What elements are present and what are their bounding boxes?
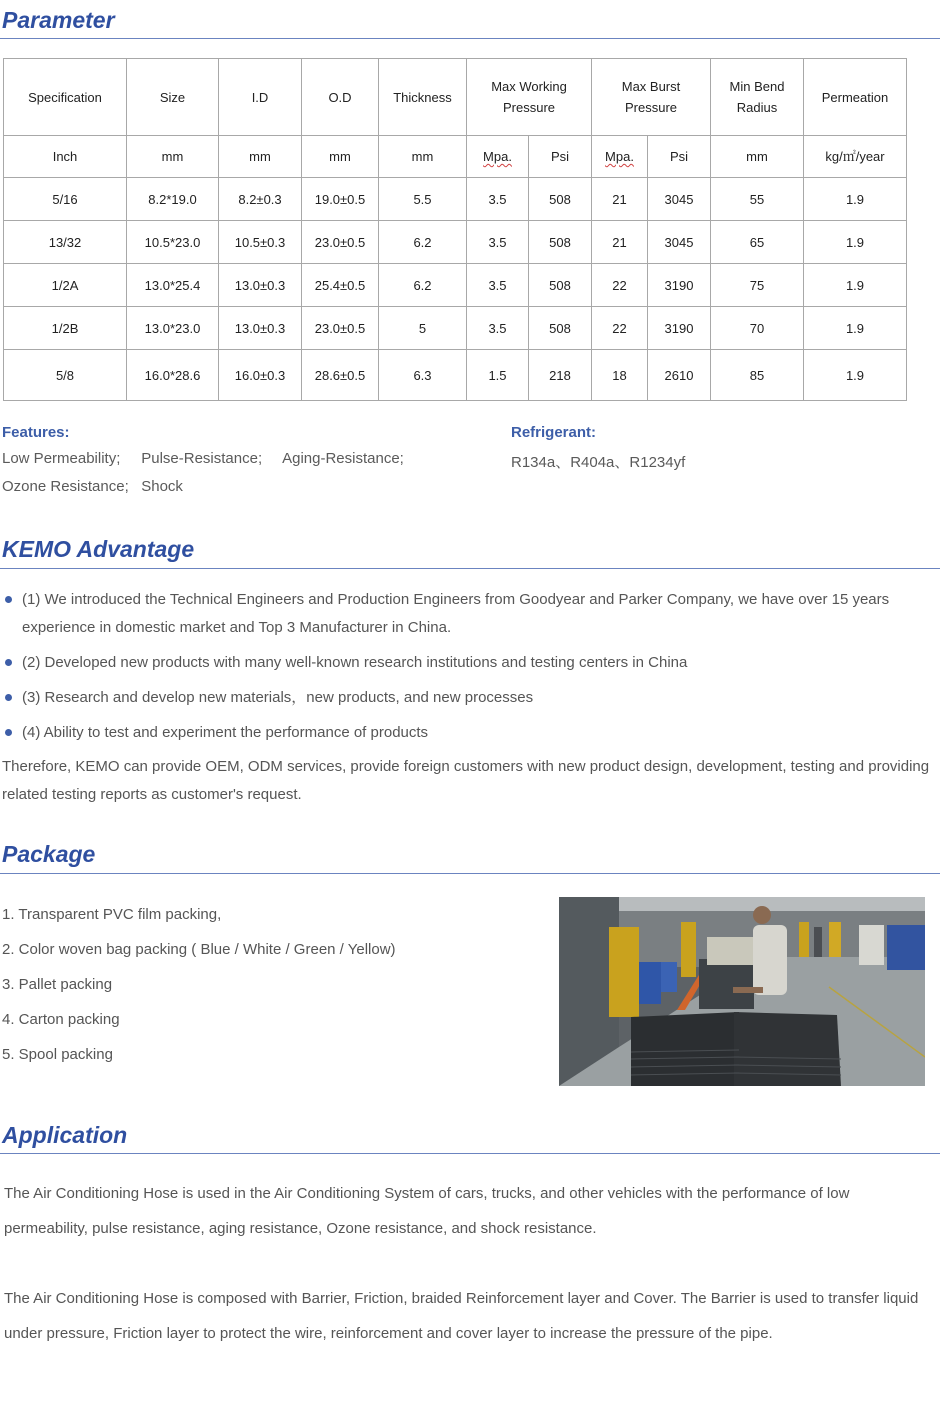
advantage-text: (1) We introduced the Technical Engineers and Production Engineers from Goodyear and Parker Company, we have over 15 years experience in domestic market and Top 3 Manufacturer in China. — [22, 591, 890, 636]
table-row — [4, 350, 907, 401]
cell-spec: 5/8 — [4, 350, 127, 401]
cell-thickness: 6.2 — [379, 264, 467, 307]
list-item — [0, 684, 930, 712]
unit-mpa: Mpa. — [483, 149, 512, 164]
cell-size: 10.5*23.0 — [127, 221, 219, 264]
header-od: O.D — [302, 59, 379, 136]
cell-bend-radius: 75 — [711, 264, 804, 307]
cell-permeation: 1.9 — [804, 350, 907, 401]
package-item: 4. Carton packing — [2, 1011, 120, 1028]
bullet-icon — [5, 659, 12, 666]
unit-cell — [592, 136, 648, 178]
cell-od: 23.0±0.5 — [302, 307, 379, 350]
cell-burst-mpa: 22 — [592, 264, 648, 307]
header-specification: Specification — [4, 59, 127, 136]
cell-size: 13.0*25.4 — [127, 264, 219, 307]
cell-thickness: 6.3 — [379, 350, 467, 401]
list-item — [0, 586, 930, 642]
cell-thickness: 5.5 — [379, 178, 467, 221]
cell-burst-psi: 3190 — [648, 264, 711, 307]
unit-cell — [467, 136, 529, 178]
table-row — [4, 221, 907, 264]
cell-spec: 1/2A — [4, 264, 127, 307]
cell-spec: 5/16 — [4, 178, 127, 221]
section-divider — [0, 38, 940, 39]
cell-burst-psi: 3045 — [648, 221, 711, 264]
refrigerant-label: Refrigerant: — [511, 424, 597, 441]
section-title-parameter: Parameter — [2, 7, 115, 33]
unit-mpa: Mpa. — [605, 149, 634, 164]
header-id: I.D — [219, 59, 302, 136]
package-item: 2. Color woven bag packing ( Blue / White / Green / Yellow) — [2, 941, 396, 958]
header-size: Size — [127, 59, 219, 136]
advantage-summary: Therefore, KEMO can provide OEM, ODM services, provide foreign customers with new product design, development, testing and providing related testing reports as customer's request. — [2, 758, 930, 803]
unit-cell: mm — [302, 136, 379, 178]
cell-od: 25.4±0.5 — [302, 264, 379, 307]
cell-thickness: 5 — [379, 307, 467, 350]
cell-burst-psi: 2610 — [648, 350, 711, 401]
advantage-text: (4) Ability to test and experiment the performance of products — [22, 724, 429, 741]
cell-working-psi: 508 — [529, 264, 592, 307]
cell-working-mpa: 1.5 — [467, 350, 529, 401]
cell-bend-radius: 55 — [711, 178, 804, 221]
advantage-text: (2) Developed new products with many well-known research institutions and testing centers in China — [22, 654, 688, 671]
cell-burst-psi: 3045 — [648, 178, 711, 221]
package-item: 5. Spool packing — [2, 1046, 113, 1063]
cell-thickness: 6.2 — [379, 221, 467, 264]
header-permeation: Permeation — [804, 59, 907, 136]
cell-working-psi: 508 — [529, 307, 592, 350]
cell-bend-radius: 85 — [711, 350, 804, 401]
cell-size: 13.0*23.0 — [127, 307, 219, 350]
section-title-application: Application — [2, 1122, 128, 1148]
section-title-advantage: KEMO Advantage — [2, 536, 195, 562]
table-row — [4, 264, 907, 307]
cell-working-psi: 508 — [529, 221, 592, 264]
unit-cell: Inch — [4, 136, 127, 178]
cell-permeation: 1.9 — [804, 264, 907, 307]
cell-bend-radius: 70 — [711, 307, 804, 350]
cell-working-mpa: 3.5 — [467, 221, 529, 264]
unit-cell: kg/㎡/year — [804, 136, 907, 178]
cell-working-mpa: 3.5 — [467, 178, 529, 221]
table-header-row — [4, 59, 907, 136]
package-item: 3. Pallet packing — [2, 976, 113, 993]
section-divider — [0, 873, 940, 874]
table-units-row — [4, 136, 907, 178]
unit-cell: mm — [711, 136, 804, 178]
cell-working-psi: 508 — [529, 178, 592, 221]
cell-burst-mpa: 21 — [592, 221, 648, 264]
header-max-burst-pressure: Max Burst Pressure — [592, 59, 711, 136]
advantage-text: (3) Research and develop new materials，new products, and new processes — [22, 689, 534, 706]
parameter-table — [3, 58, 907, 401]
list-item — [0, 719, 930, 747]
section-divider — [0, 568, 940, 569]
section-divider — [0, 1153, 940, 1154]
cell-permeation: 1.9 — [804, 307, 907, 350]
cell-size: 16.0*28.6 — [127, 350, 219, 401]
cell-od: 23.0±0.5 — [302, 221, 379, 264]
header-max-working-pressure: Max Working Pressure — [467, 59, 592, 136]
application-paragraph: The Air Conditioning Hose is used in the Air Conditioning System of cars, trucks, and other vehicles with the performance of low permeability, pulse resistance, aging resistance, Ozone resistance, and shock resistance. — [4, 1185, 850, 1237]
cell-burst-mpa: 18 — [592, 350, 648, 401]
cell-id: 16.0±0.3 — [219, 350, 302, 401]
unit-cell: mm — [219, 136, 302, 178]
cell-burst-psi: 3190 — [648, 307, 711, 350]
factory-photo — [559, 897, 925, 1086]
cell-working-psi: 218 — [529, 350, 592, 401]
bullet-icon — [5, 729, 12, 736]
features-line-1: Low Permeability; Pulse-Resistance; Aging-Resistance; — [2, 450, 404, 467]
cell-id: 8.2±0.3 — [219, 178, 302, 221]
unit-cell: Psi — [529, 136, 592, 178]
cell-spec: 13/32 — [4, 221, 127, 264]
advantage-list — [0, 586, 930, 754]
features-line-2: Ozone Resistance; Shock — [2, 478, 183, 495]
cell-burst-mpa: 21 — [592, 178, 648, 221]
unit-cell: Psi — [648, 136, 711, 178]
package-item: 1. Transparent PVC film packing, — [2, 906, 222, 923]
unit-cell: mm — [127, 136, 219, 178]
bullet-icon — [5, 596, 12, 603]
table-row — [4, 307, 907, 350]
header-min-bend-radius: Min Bend Radius — [711, 59, 804, 136]
features-label: Features: — [2, 424, 70, 441]
unit-cell: mm — [379, 136, 467, 178]
cell-working-mpa: 3.5 — [467, 264, 529, 307]
bullet-icon — [5, 694, 12, 701]
cell-id: 13.0±0.3 — [219, 307, 302, 350]
cell-permeation: 1.9 — [804, 178, 907, 221]
cell-id: 10.5±0.3 — [219, 221, 302, 264]
cell-spec: 1/2B — [4, 307, 127, 350]
table-row — [4, 178, 907, 221]
cell-burst-mpa: 22 — [592, 307, 648, 350]
refrigerant-value: R134a、R404a、R1234yf — [511, 454, 686, 471]
list-item — [0, 649, 930, 677]
header-thickness: Thickness — [379, 59, 467, 136]
cell-od: 28.6±0.5 — [302, 350, 379, 401]
cell-working-mpa: 3.5 — [467, 307, 529, 350]
cell-bend-radius: 65 — [711, 221, 804, 264]
cell-id: 13.0±0.3 — [219, 264, 302, 307]
cell-permeation: 1.9 — [804, 221, 907, 264]
section-title-package: Package — [2, 841, 96, 867]
application-paragraph: The Air Conditioning Hose is composed with Barrier, Friction, braided Reinforcement layer and Cover. The Barrier is used to transfer liquid under pressure, Friction layer to protect the wire, reinforcement and cover layer to increase the pressure of the pipe. — [4, 1290, 919, 1342]
cell-od: 19.0±0.5 — [302, 178, 379, 221]
cell-size: 8.2*19.0 — [127, 178, 219, 221]
